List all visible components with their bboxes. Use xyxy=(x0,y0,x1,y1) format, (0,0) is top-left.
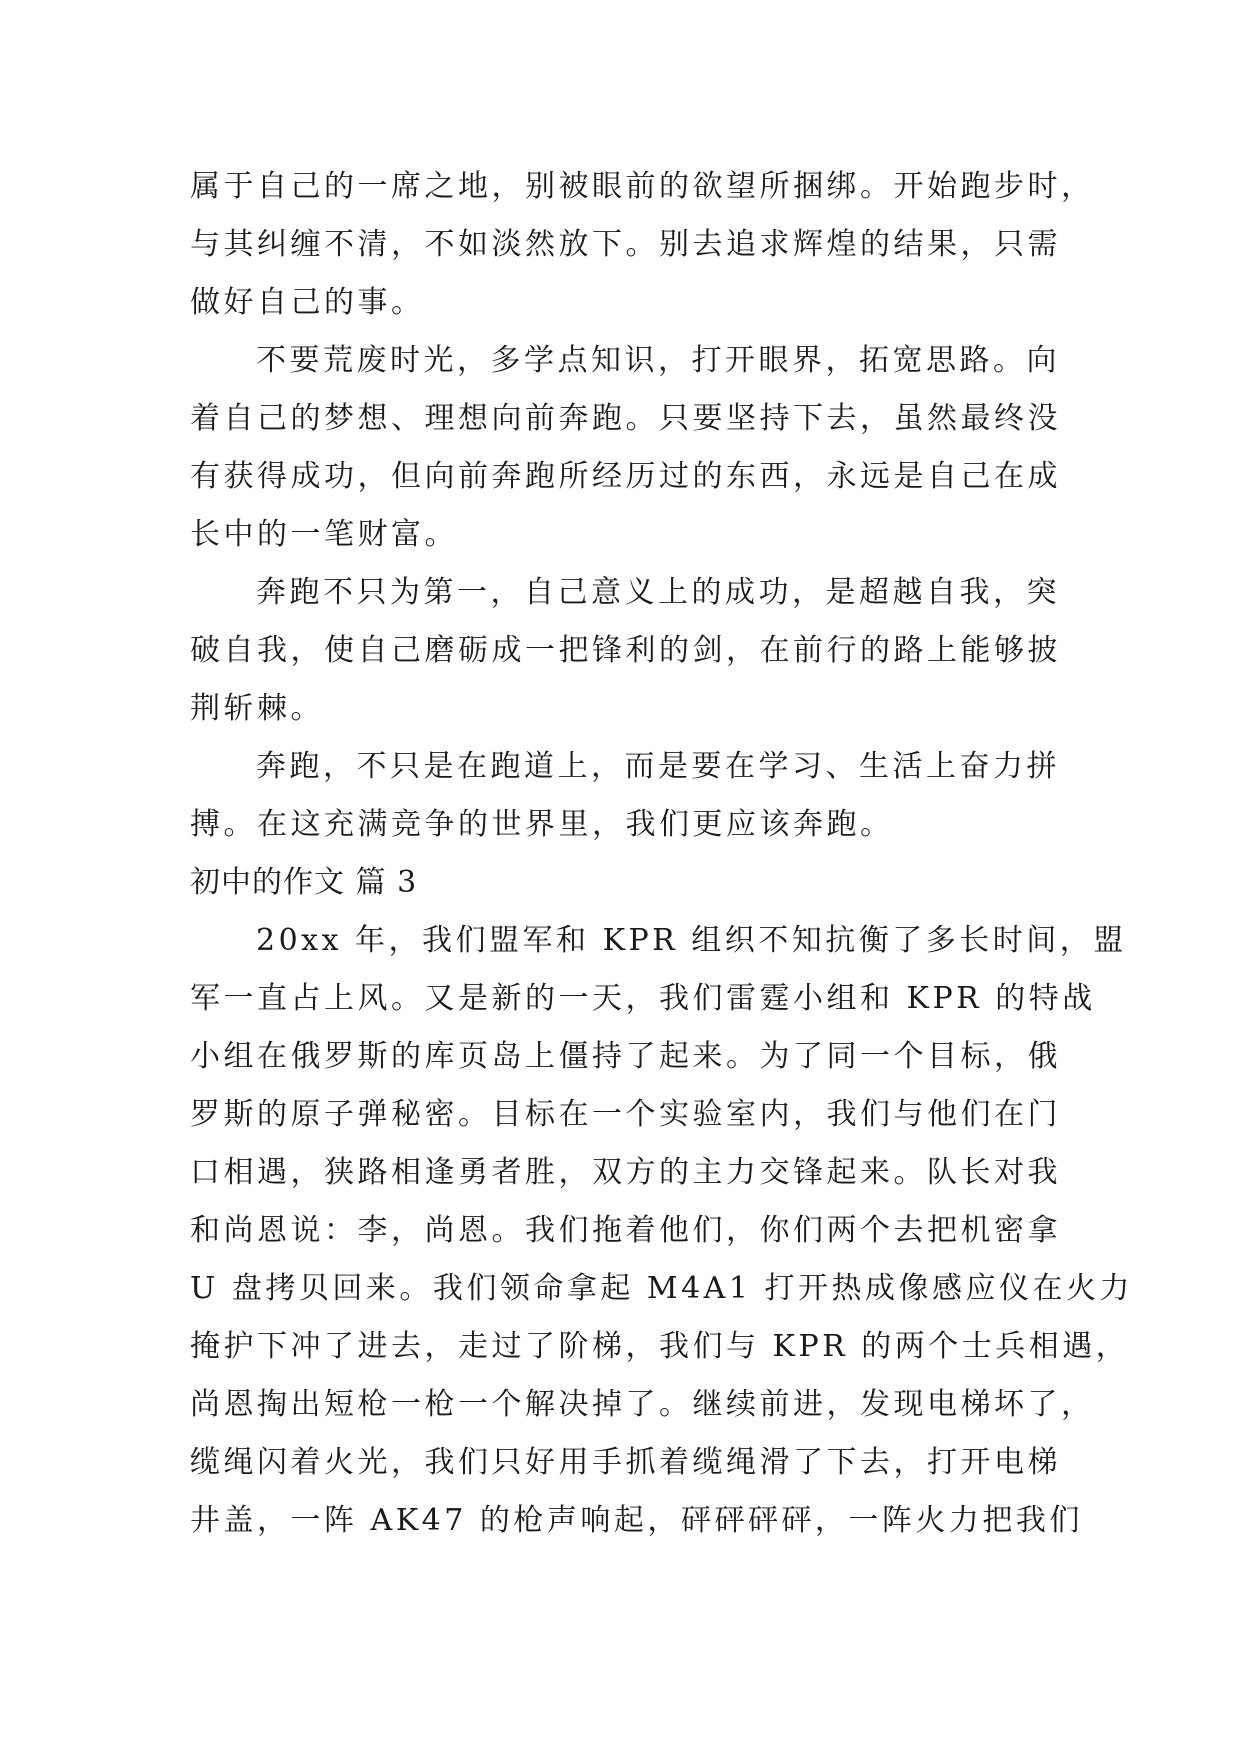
text-line: 着自己的梦想、理想向前奔跑。只要坚持下去，虽然最终没 xyxy=(190,401,1061,436)
text-line: 井盖，一阵 AK47 的枪声响起，砰砰砰砰，一阵火力把我们 xyxy=(190,1503,1083,1538)
text-line: 搏。在这充满竞争的世界里，我们更应该奔跑。 xyxy=(190,807,894,842)
text-line: 荆斩棘。 xyxy=(190,691,324,726)
text-line: 有获得成功，但向前奔跑所经历过的东西，永远是自己在成 xyxy=(190,459,1061,494)
text-line: 做好自己的事。 xyxy=(190,285,425,320)
document-body xyxy=(190,158,1133,1550)
text-line: 破自我，使自己磨砺成一把锋利的剑，在前行的路上能够披 xyxy=(190,633,1061,668)
text-line: 长中的一笔财富。 xyxy=(190,517,458,552)
text-line: 与其纠缠不清，不如淡然放下。别去追求辉煌的结果，只需 xyxy=(190,227,1061,262)
paragraph-first-line: 奔跑，不只是在跑道上，而是要在学习、生活上奋力拼 xyxy=(256,749,1060,784)
paragraph-first-line: 不要荒废时光，多学点知识，打开眼界，拓宽思路。向 xyxy=(256,343,1060,378)
text-line: 掩护下冲了进去，走过了阶梯，我们与 KPR 的两个士兵相遇， xyxy=(190,1329,1130,1364)
paragraph-first-line: 奔跑不只为第一，自己意义上的成功，是超越自我，突 xyxy=(256,575,1060,610)
paragraph-first-line: 20xx 年，我们盟军和 KPR 组织不知抗衡了多长时间，盟 xyxy=(256,923,1127,958)
text-line: U 盘拷贝回来。我们领命拿起 M4A1 打开热成像感应仪在火力 xyxy=(190,1271,1133,1306)
text-line: 缆绳闪着火光，我们只好用手抓着缆绳滑了下去，打开电梯 xyxy=(190,1445,1061,1480)
section-heading: 初中的作文 篇 3 xyxy=(190,865,418,900)
text-line: 尚恩掏出短枪一枪一个解决掉了。继续前进，发现电梯坏了， xyxy=(190,1387,1095,1422)
text-line: 罗斯的原子弹秘密。目标在一个实验室内，我们与他们在门 xyxy=(190,1097,1061,1132)
text-line: 小组在俄罗斯的库页岛上僵持了起来。为了同一个目标，俄 xyxy=(190,1039,1061,1074)
text-line: 属于自己的一席之地，别被眼前的欲望所捆绑。开始跑步时， xyxy=(190,169,1095,204)
text-line: 军一直占上风。又是新的一天，我们雷霆小组和 KPR 的特战 xyxy=(190,981,1096,1016)
text-line: 和尚恩说：李，尚恩。我们拖着他们，你们两个去把机密拿 xyxy=(190,1213,1061,1248)
text-line: 口相遇，狭路相逢勇者胜，双方的主力交锋起来。队长对我 xyxy=(190,1155,1061,1190)
